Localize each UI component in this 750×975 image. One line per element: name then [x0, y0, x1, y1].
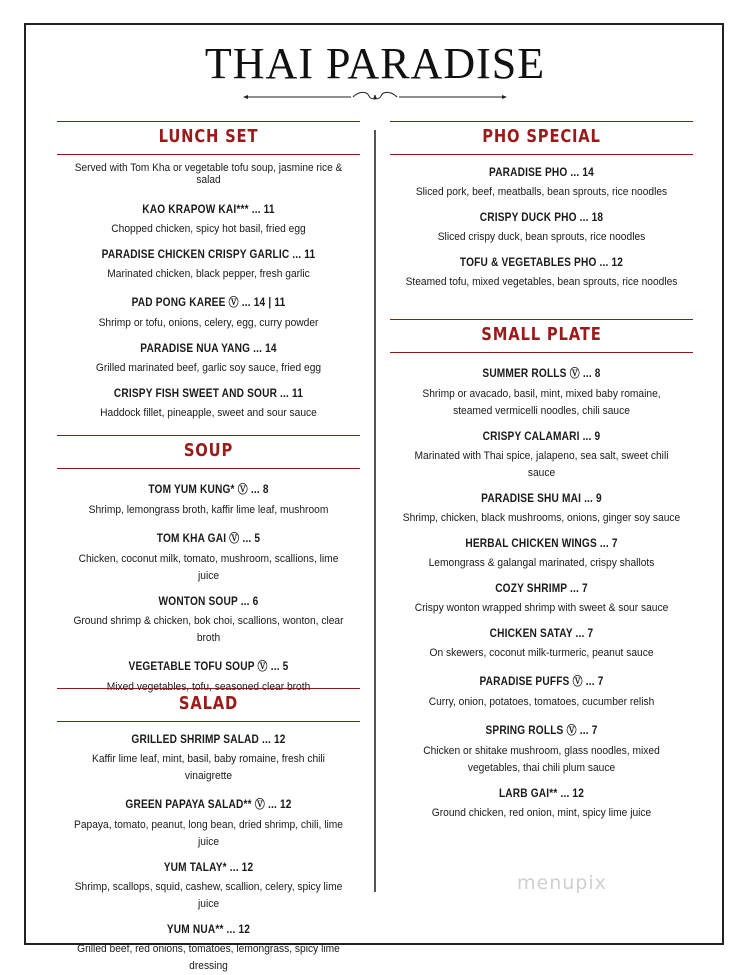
menu-item: [57, 796, 360, 851]
item-description: Papaya, tomato, peanut, long bean, dried shrimp, chili, lime juice: [74, 819, 343, 848]
item-name: PARADISE CHICKEN CRISPY GARLIC ... 11: [101, 249, 316, 261]
item-description: Ground chicken, red onion, mint, spicy lime juice: [431, 807, 652, 819]
item-name: GRILLED SHRIMP SALAD ... 12: [131, 734, 286, 746]
item-name: CRISPY DUCK PHO ... 18: [479, 212, 604, 224]
section-heading: [57, 435, 360, 469]
item-description: Grilled marinated beef, garlic soy sauce, fried egg: [95, 362, 322, 374]
item-name: VEGETABLE TOFU SOUP Ⓥ ... 5: [128, 661, 289, 673]
item-name: PARADISE SHU MAI ... 9: [481, 493, 602, 505]
item-name: COZY SHRIMP ... 7: [495, 583, 588, 595]
item-description: Chopped chicken, spicy hot basil, fried egg: [111, 223, 306, 235]
menu-item: [57, 343, 360, 377]
section-heading: [390, 319, 693, 353]
item-name: YUM TALAY* ... 12: [163, 862, 254, 874]
menu-item: [57, 294, 360, 332]
menu-item: [390, 365, 693, 420]
item-description: On skewers, coconut milk-turmeric, peanut sauce: [429, 647, 654, 659]
section-heading-text: SALAD: [178, 693, 239, 714]
menupix-watermark: menupix: [517, 872, 607, 894]
section-subtitle: Served with Tom Kha or vegetable tofu soup, jasmine rice & salad: [74, 162, 343, 186]
item-description: Lemongrass & galangal marinated, crispy shallots: [428, 557, 655, 569]
item-name: TOFU & VEGETABLES PHO ... 12: [459, 257, 624, 269]
item-description: Marinated with Thai spice, jalapeno, sea salt, sweet chili sauce: [414, 450, 669, 479]
menu-item: [390, 167, 693, 201]
item-description: Chicken or shitake mushroom, glass noodles, mixed vegetables, thai chili plum sauce: [423, 745, 660, 774]
section-heading-text: LUNCH SET: [158, 126, 259, 147]
menu-item: [57, 596, 360, 647]
menu-item: [390, 212, 693, 246]
menu-item: [390, 583, 693, 617]
menu-item: [57, 530, 360, 585]
section-soup: [57, 435, 360, 696]
menu-item: [390, 431, 693, 482]
restaurant-title: THAI PARADISE: [204, 39, 546, 88]
section-heading-text: SOUP: [183, 440, 234, 461]
item-description: Shrimp, chicken, black mushrooms, onions, ginger soy sauce: [402, 512, 681, 524]
menu-item: [57, 734, 360, 785]
item-name: LARB GAI** ... 12: [498, 788, 585, 800]
item-name: PAD PONG KAREE Ⓥ ... 14 | 11: [131, 297, 286, 309]
item-name: GREEN PAPAYA SALAD** Ⓥ ... 12: [125, 799, 292, 811]
menu-item: [57, 481, 360, 519]
item-name: CRISPY CALAMARI ... 9: [482, 431, 601, 443]
item-name: PARADISE PHO ... 14: [489, 167, 594, 179]
item-description: Shrimp or tofu, onions, celery, egg, curry powder: [98, 317, 319, 329]
menu-item: [390, 257, 693, 291]
section-pho-special: [390, 121, 693, 291]
item-name: CRISPY FISH SWEET AND SOUR ... 11: [113, 388, 304, 400]
item-name: WONTON SOUP ... 6: [158, 596, 259, 608]
section-lunch-set: [57, 121, 360, 422]
item-description: Chicken, coconut milk, tomato, mushroom, scallions, lime juice: [78, 553, 339, 582]
menu-item: [57, 862, 360, 913]
item-description: Marinated chicken, black pepper, fresh garlic: [107, 268, 310, 280]
item-description: Kaffir lime leaf, mint, basil, baby romaine, fresh chili vinaigrette: [92, 753, 325, 782]
item-description: Haddock fillet, pineapple, sweet and sour sauce: [100, 407, 317, 419]
item-name: KAO KRAPOW KAI*** ... 11: [142, 204, 275, 216]
item-description: Ground shrimp & chicken, bok choi, scallions, wonton, clear broth: [73, 615, 344, 644]
item-description: Shrimp, scallops, squid, cashew, scallion, celery, spicy lime juice: [74, 881, 343, 910]
section-heading-text: PHO SPECIAL: [482, 126, 601, 147]
item-description: Shrimp, lemongrass broth, kaffir lime leaf, mushroom: [88, 504, 329, 516]
item-description: Shrimp or avacado, basil, mint, mixed baby romaine, steamed vermicelli noodles, chili sauce: [422, 388, 661, 417]
item-description: Curry, onion, potatoes, tomatoes, cucumber relish: [428, 696, 655, 708]
item-name: TOM YUM KUNG* Ⓥ ... 8: [148, 484, 269, 496]
item-name: SUMMER ROLLS Ⓥ ... 8: [482, 368, 601, 380]
menu-item: [390, 722, 693, 777]
menu-item: [57, 924, 360, 975]
item-description: Mixed vegetables, tofu, seasoned clear broth: [106, 681, 311, 693]
section-heading: [57, 688, 360, 722]
item-name: PARADISE PUFFS Ⓥ ... 7: [479, 676, 604, 688]
item-name: YUM NUA** ... 12: [166, 924, 251, 936]
menu-item: [390, 788, 693, 822]
item-name: SPRING ROLLS Ⓥ ... 7: [485, 725, 598, 737]
section-heading: [57, 121, 360, 155]
menu-item: [57, 204, 360, 238]
title-ornament-icon: [243, 90, 507, 104]
item-description: Sliced pork, beef, meatballs, bean sprouts, rice noodles: [415, 186, 668, 198]
column-divider: [374, 130, 376, 892]
item-description: Steamed tofu, mixed vegetables, bean sprouts, rice noodles: [405, 276, 678, 288]
item-name: HERBAL CHICKEN WINGS ... 7: [465, 538, 618, 550]
section-heading-text: SMALL PLATE: [481, 324, 602, 345]
menu-item: [57, 388, 360, 422]
item-description: Crispy wonton wrapped shrimp with sweet & sour sauce: [414, 602, 669, 614]
section-salad: [57, 688, 360, 975]
menu-item: [390, 628, 693, 662]
section-small-plate: [390, 319, 693, 822]
item-description: Grilled beef, red onions, tomatoes, lemongrass, spicy lime dressing: [77, 943, 340, 972]
section-heading: [390, 121, 693, 155]
item-description: Sliced crispy duck, bean sprouts, rice noodles: [437, 231, 646, 243]
menu-item: [57, 249, 360, 283]
item-name: TOM KHA GAI Ⓥ ... 5: [156, 533, 261, 545]
item-name: CHICKEN SATAY ... 7: [489, 628, 594, 640]
item-name: PARADISE NUA YANG ... 14: [140, 343, 277, 355]
menu-item: [390, 538, 693, 572]
menu-item: [390, 493, 693, 527]
menu-item: [390, 673, 693, 711]
